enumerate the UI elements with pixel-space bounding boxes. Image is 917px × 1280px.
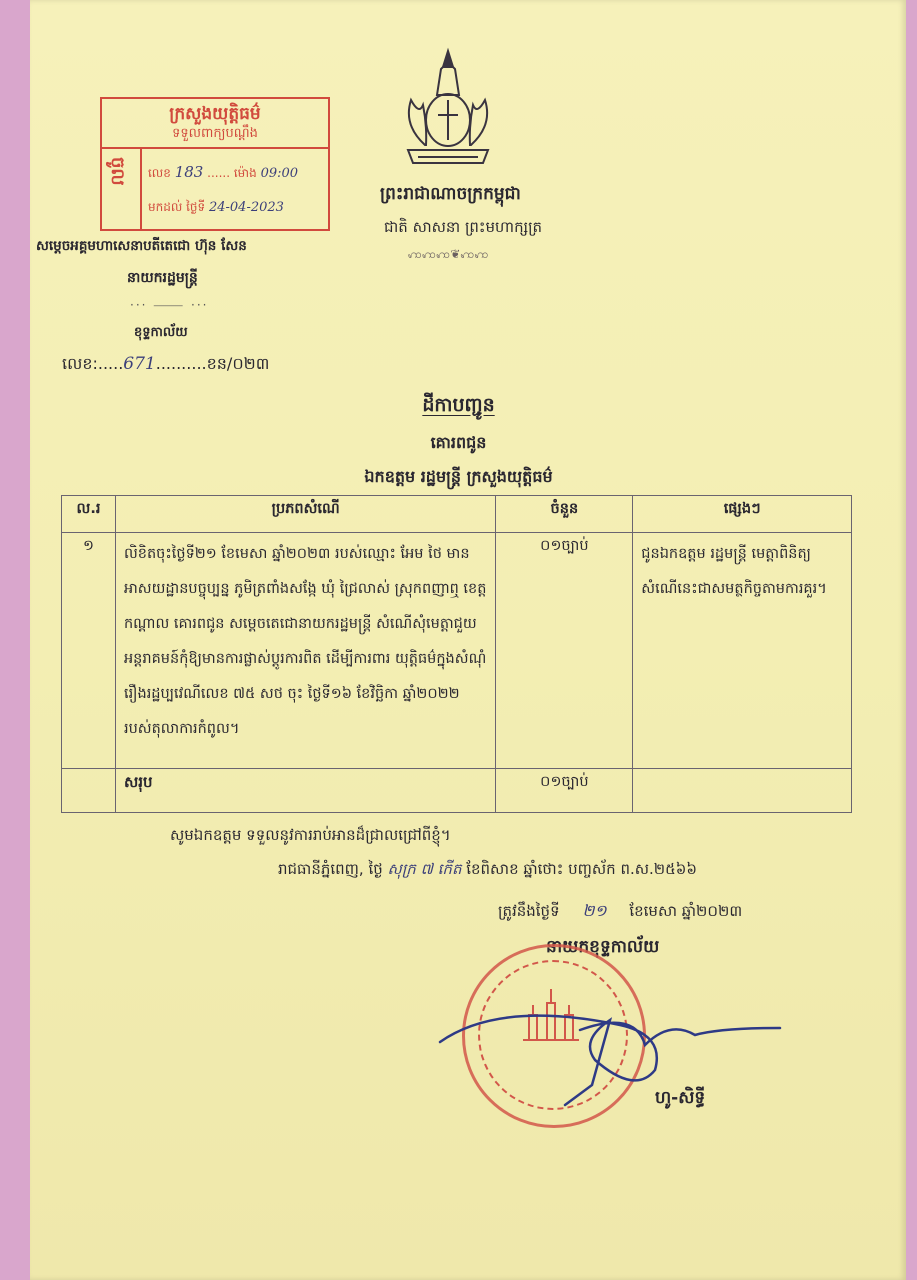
kingdom-name: ព្រះរាជាណាចក្រកម្ពុជា: [380, 184, 521, 204]
ref-suffix: ..........ខន/០២៣: [155, 354, 270, 373]
stamp-side-label: ចូល: [107, 157, 128, 186]
total-label: សរុប: [115, 769, 495, 813]
stamp-ministry: ក្រសួងយុត្តិធម៌: [169, 104, 261, 124]
respect-line: គោរពជូន: [430, 433, 487, 452]
total-count: ០១ច្បាប់: [496, 769, 633, 813]
national-motto: ជាតិ សាសនា ព្រះមហាក្សត្រ: [384, 218, 543, 236]
lunar-date-hand: សុក្រ ៧ កើត: [387, 860, 462, 878]
recipient-line: ឯកឧត្តម រដ្ឋមន្ត្រី ក្រសួងយុត្តិធម៌: [364, 467, 553, 486]
lunar-date-prefix: រាជធានីភ្នំពេញ, ថ្ងៃ: [278, 860, 383, 878]
document-title: ដីកាបញ្ជូន: [422, 394, 495, 416]
stamp-time-value: 09:00: [260, 166, 299, 181]
motto-ornament: ꩲꩲꩲ❦ꩲꩲ: [408, 247, 489, 261]
row-other: ជូនឯកឧត្តម រដ្ឋមន្ត្រី មេត្តាពិនិត្យសំណើនេះជាសមត្ថកិច្ចតាមការគួរ។: [633, 533, 852, 769]
sender-title: នាយករដ្ឋមន្ត្រី: [127, 270, 198, 286]
ref-number: 671: [123, 354, 156, 374]
office-name: ខុទ្ទកាល័យ: [134, 325, 188, 340]
receipt-stamp: ក្រសួងយុត្តិធម៌ ទទួលពាក្យបណ្តឹង ចូល លេខ 183 ...... ម៉ោង 09:00 មកដល់ ថ្ងៃទី 24-04-2023: [100, 97, 330, 231]
header-count: ចំនួន: [496, 496, 633, 533]
row-source: លិខិតចុះថ្ងៃទី២១ ខែមេសា ឆ្នាំ២០២៣ របស់ឈ្មោះ អែម ថៃ មានអាសយដ្ឋានបច្ចុប្បន្ន ភូមិត្រពាំងសង្កែ ឃុំ ជ្រៃលាស់ ស្រុកពញាឮ ខេត្តកណ្តាល គោរពជូន សម្តេចតេជោនាយករដ្ឋមន្ត្រី សំណើសុំមេត្តាជួយ អន្តរាគមន៍កុំឱ្យមានការផ្លាស់ប្តូរការពិត ដើម្បីការពារ យុត្តិធម៌ក្នុងសំណុំរឿងរដ្ឋប្បវេណីលេខ ៧៥ សថ ចុះ ថ្ងៃទី១៦ ខែវិច្ឆិកា ឆ្នាំ២០២២ របស់តុលាការកំពូល។: [115, 533, 495, 769]
stamp-time-label: ម៉ោង: [233, 166, 257, 180]
table-header-row: [62, 496, 852, 533]
closing-request: សូមឯកឧត្តម ទទួលនូវការរាប់អានដ៏ជ្រាលជ្រៅពីខ្ញុំ។: [170, 826, 451, 844]
solar-date-suffix: ខែមេសា ឆ្នាំ២០២៣: [629, 902, 743, 920]
header-no: ល.រ: [62, 496, 116, 533]
stamp-received: ទទួលពាក្យបណ្តឹង: [172, 126, 258, 141]
solar-date-prefix: ត្រូវនឹងថ្ងៃទី: [498, 902, 560, 920]
table-total-row: [62, 769, 852, 813]
divider-ornament: ··· ⸻ ···: [130, 298, 209, 312]
signature-mark: [430, 990, 800, 1110]
stamp-date-value: 24-04-2023: [208, 200, 284, 215]
table-row: [62, 533, 852, 769]
ref-prefix: លេខ:: [62, 354, 98, 373]
referral-table: [61, 495, 852, 813]
sender-name: សម្តេចអគ្គមហាសេនាបតីតេជោ ហ៊ុន សែន: [36, 238, 247, 254]
solar-date-hand: ២១: [582, 901, 607, 920]
royal-emblem-icon: [383, 45, 513, 173]
header-other: ផ្សេងៗ: [633, 496, 852, 533]
stamp-number-label: លេខ: [148, 166, 171, 180]
signer-title: នាយកខុទ្ទកាល័យ: [546, 937, 660, 957]
signer-name: ហូ-សិទ្ធី: [655, 1088, 706, 1108]
row-count: ០១ច្បាប់: [496, 533, 633, 769]
row-no: ១: [62, 533, 116, 769]
lunar-date-suffix: ខែពិសាខ ឆ្នាំថោះ បញ្ចស័ក ព.ស.២៥៦៦: [466, 860, 697, 878]
header-source: ប្រភពសំណើ: [115, 496, 495, 533]
stamp-number-value: 183: [174, 163, 204, 181]
stamp-date-label: មកដល់ ថ្ងៃទី: [148, 200, 206, 214]
